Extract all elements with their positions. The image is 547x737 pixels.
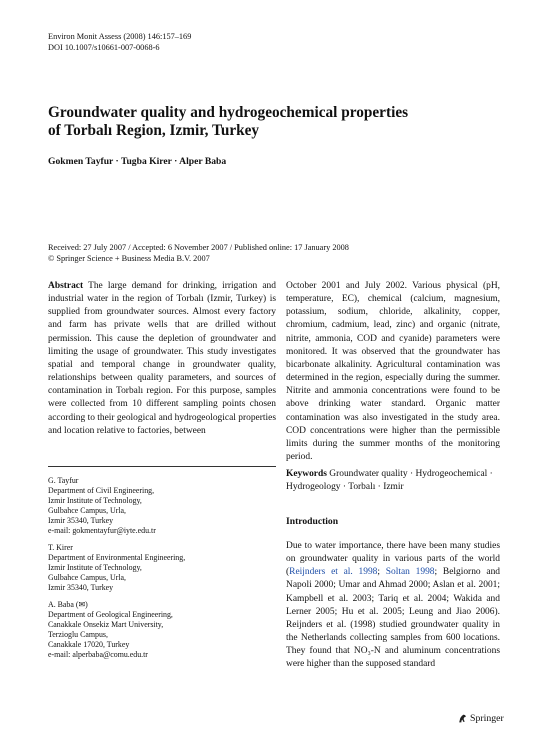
affiliation-line: Terzioglu Campus, [48, 629, 108, 639]
affiliation-line: Izmir 35340, Turkey [48, 582, 114, 592]
affiliation-line: Izmir 35340, Turkey [48, 515, 114, 525]
affiliation-line: Canakkale 17020, Turkey [48, 639, 130, 649]
abstract-text: The large demand for drinking, irrigation and industrial water in the region of Torbalı (Izmir, Turkey) is supplied from groundwater sources. Almost every factory and farm has private wells that are drilled without permission. This cause the depletion of groundwater and limiting the usage of groundwater. This study investigates spatial and temporal change in groundwater quality, relationships between quality parameters, and sources of contamination in Torbalı region. For this purpose, samples were collected from 10 different sampling points chosen according to their geological and hydrogeological properties and location relative to factories, between [48, 281, 276, 436]
body-text: ; Belgiorno and Napoli 2000; Umar and Ahmad 2000; Aslan et al. 2001; Kampbell et al. 2003; Tariq et al. 2004; Wakida and Lerner 2005; Hu et al. 2005; Leung and Jiao 2006). Reijnders et al. (1998) studied groundwater quality in the Netherlands collecting samples from 600 locations. They found that NO₃-N and aluminum concentrations were higher than the supposed standard [286, 567, 501, 670]
publisher-name: Springer [470, 713, 504, 724]
abstract-heading: Abstract [48, 281, 84, 291]
citation-link[interactable]: Reijnders et al. 1998 [289, 567, 378, 578]
email-link[interactable]: e-mail: gokmentayfur@iyte.edu.tr [48, 525, 156, 535]
affiliation-line: Gulbahce Campus, Urla, [48, 505, 127, 515]
affiliation-line: Gulbahce Campus, Urla, [48, 572, 127, 582]
keywords-text: Groundwater quality · Hydrogeochemical · Hydrogeology · Torbalı · Izmir [286, 469, 493, 493]
email-link[interactable]: e-mail: alperbaba@comu.edu.tr [48, 649, 148, 659]
title-line-1: Groundwater quality and hydrogeochemical properties [48, 104, 409, 121]
journal-header [48, 32, 191, 53]
affiliation-line: Izmir Institute of Technology, [48, 495, 142, 505]
body-text: ; [377, 567, 386, 578]
publication-history [48, 242, 349, 264]
body-text: Due to water importance, there have been many studies on groundwater quality in various parts of the world ( [286, 541, 500, 578]
footnote-divider [48, 466, 276, 467]
affiliation-line: Department of Civil Engineering, [48, 485, 155, 495]
springer-horse-icon [457, 713, 468, 724]
introduction-body [286, 540, 500, 672]
title-line-2: of Torbalı Region, Izmir, Turkey [48, 122, 260, 139]
affiliation-kirer [48, 543, 278, 593]
affiliation-line: T. Kirer [48, 543, 73, 552]
abstract [48, 280, 276, 438]
author-list: Gokmen Tayfur · Tugba Kirer · Alper Baba [48, 156, 227, 167]
keywords-heading: Keywords [286, 469, 327, 479]
citation-link[interactable]: Soltan 1998 [385, 567, 435, 578]
doi: DOI 10.1007/s10661-007-0068-6 [48, 42, 160, 52]
publisher-logo [457, 713, 504, 724]
affiliation-line: Department of Geological Engineering, [48, 609, 173, 619]
affiliation-line: Izmir Institute of Technology, [48, 562, 142, 572]
affiliation-baba [48, 600, 278, 659]
abstract-continuation [286, 280, 500, 464]
affiliation-tayfur [48, 476, 278, 535]
affiliation-line: G. Tayfur [48, 476, 79, 485]
affiliation-line: A. Baba (✉) [48, 600, 88, 609]
copyright: © Springer Science + Business Media B.V. 2007 [48, 254, 210, 263]
affiliation-line: Canakkale Onsekiz Mart University, [48, 619, 164, 629]
section-heading-introduction: Introduction [286, 516, 339, 527]
journal-citation: Environ Monit Assess (2008) 146:157–169 [48, 32, 192, 41]
abstract-continuation-text: October 2001 and July 2002. Various physical (pH, temperature, EC), chemical (calcium, magnesium, potassium, sodium, chloride, alkalinity, copper, chromium, cadmium, lead, zinc) and organic (nitrate, nitrite, ammonia, COD and cyanide) parameters were monitored. It was observed that the groundwater has bicarbonate alkalinity. Agricultural contamination was determined in the region, especially during the summer. Nitrite and ammonia concentrations were found to be above drinking water standard. Organic matter contamination was also investigated in the study area. COD concentrations were higher than the permissible limits during the summer months of the monitoring period. [286, 281, 500, 463]
keywords [286, 468, 500, 494]
affiliation-line: Department of Environmental Engineering, [48, 552, 186, 562]
received-dates: Received: 27 July 2007 / Accepted: 6 November 2007 / Published online: 17 January 2008 [48, 243, 349, 252]
article-title [48, 104, 498, 140]
